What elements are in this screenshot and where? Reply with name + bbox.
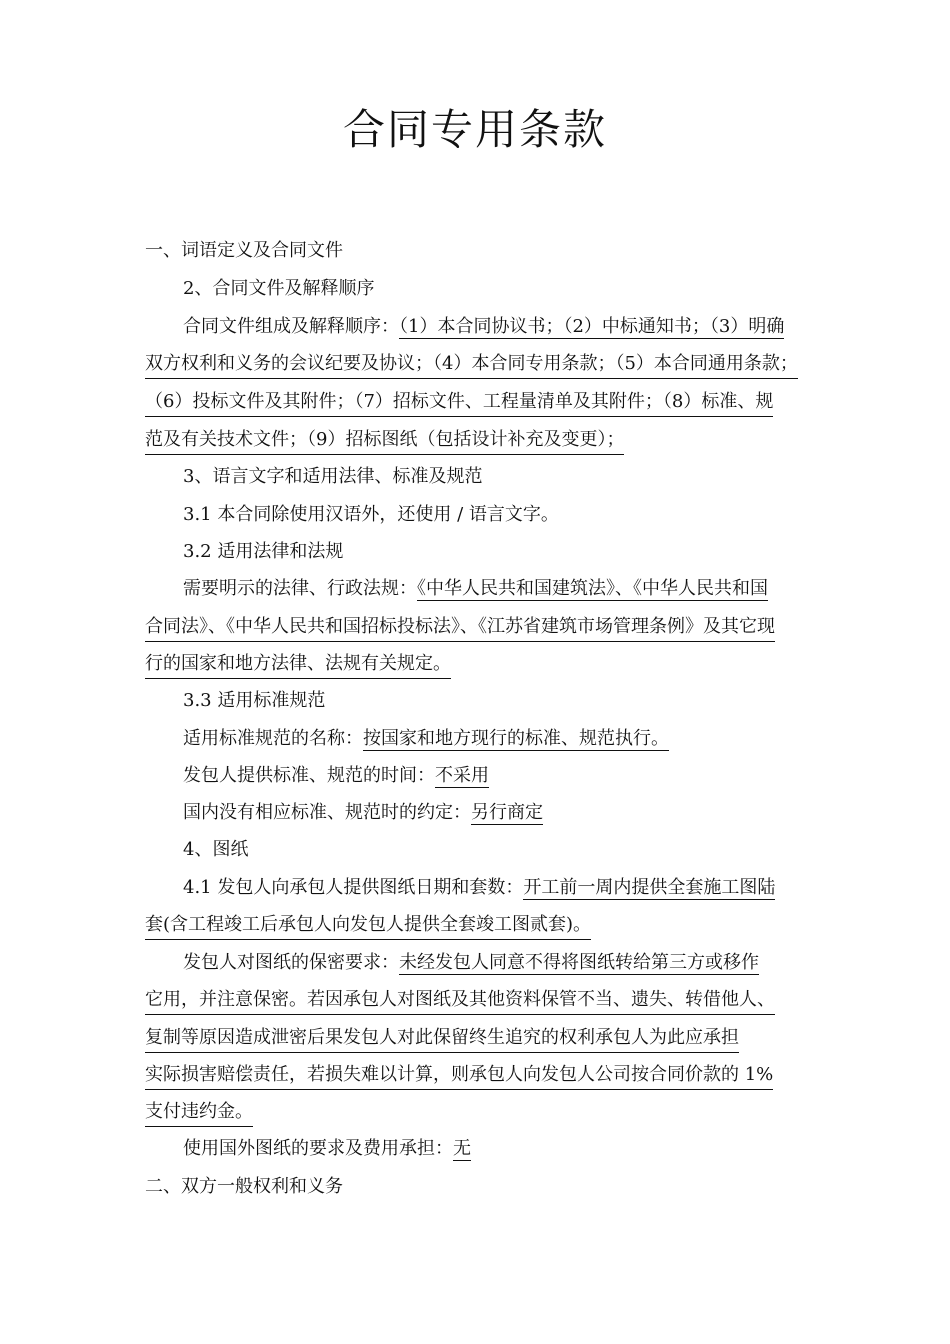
standard-name-label: 适用标准规范的名称：	[183, 728, 363, 749]
secrecy-line-5: 支付违约金。	[145, 1099, 253, 1127]
clause-2-label: 合同文件组成及解释顺序：	[183, 316, 399, 337]
clause-4-1-label: 4.1 发包人向承包人提供图纸日期和套数：	[183, 877, 524, 898]
section-1-heading: 一、词语定义及合同文件	[145, 240, 343, 261]
secrecy-label: 发包人对图纸的保密要求：	[183, 952, 399, 973]
standard-time-label: 发包人提供标准、规范的时间：	[183, 765, 435, 786]
secrecy-line-3: 复制等原因造成泄密后果发包人对此保留终生追究的权利承包人为此应承担	[145, 1025, 739, 1053]
document-title: 合同专用条款	[342, 105, 607, 154]
clause-2-line-3: （6）投标文件及其附件；（7）招标文件、工程量清单及其附件；（8）标准、规	[145, 389, 773, 417]
clause-2-heading: 2、合同文件及解释顺序	[183, 278, 375, 299]
laws-value-1: 《中华人民共和国建筑法》、《中华人民共和国	[417, 578, 768, 599]
clause-3-1: 3.1 本合同除使用汉语外，还使用 / 语言文字。	[183, 504, 559, 525]
laws-line-1	[183, 576, 768, 602]
foreign-drawings-row	[183, 1136, 471, 1162]
standard-none-value: 另行商定	[471, 802, 543, 823]
standard-time-value: 不采用	[435, 765, 489, 786]
clause-4-1-value-1: 开工前一周内提供全套施工图陆	[523, 877, 776, 898]
secrecy-line-4: 实际损害赔偿责任，若损失难以计算，则承包人向发包人公司按合同价款的 1%	[145, 1062, 773, 1090]
secrecy-line-2: 它用，并注意保密。若因承包人对图纸及其他资料保管不当、遗失、转借他人、	[145, 987, 775, 1015]
laws-line-3: 行的国家和地方法律、法规有关规定。	[145, 651, 451, 679]
standard-none-label: 国内没有相应标准、规范时的约定：	[183, 802, 471, 823]
laws-label: 需要明示的法律、行政法规：	[183, 578, 417, 599]
secrecy-value-1: 未经发包人同意不得将图纸转给第三方或移作	[399, 952, 759, 973]
foreign-drawings-label: 使用国外图纸的要求及费用承担：	[183, 1138, 453, 1159]
clause-2-value-1: （1）本合同协议书；（2）中标通知书；（3）明确	[399, 316, 785, 337]
secrecy-line-1	[183, 950, 759, 976]
clause-4-1-line-2: 套(含工程竣工后承包人向发包人提供全套竣工图贰套)。	[145, 912, 591, 940]
clause-2-line-2: 双方权利和义务的会议纪要及协议；（4）本合同专用条款；（5）本合同通用条款；	[145, 351, 798, 379]
section-2-heading: 二、双方一般权利和义务	[145, 1176, 343, 1197]
clause-2-line-4: 范及有关技术文件；（9）招标图纸（包括设计补充及变更）；	[145, 427, 624, 455]
clause-3-3-heading: 3.3 适用标准规范	[183, 690, 326, 711]
clause-4-heading: 4、图纸	[183, 839, 249, 860]
foreign-drawings-value: 无	[453, 1138, 471, 1159]
clause-3-heading: 3、语言文字和适用法律、标准及规范	[183, 466, 483, 487]
laws-line-2: 合同法》、《中华人民共和国招标投标法》、《江苏省建筑市场管理条例》及其它现	[145, 614, 775, 642]
standard-name-value: 按国家和地方现行的标准、规范执行。	[363, 728, 669, 749]
standard-name-row	[183, 726, 669, 752]
clause-2-line-1	[183, 314, 784, 340]
standard-time-row	[183, 763, 489, 789]
standard-none-row	[183, 800, 543, 826]
clause-3-2-heading: 3.2 适用法律和法规	[183, 541, 344, 562]
clause-4-1-line-1	[183, 875, 775, 901]
